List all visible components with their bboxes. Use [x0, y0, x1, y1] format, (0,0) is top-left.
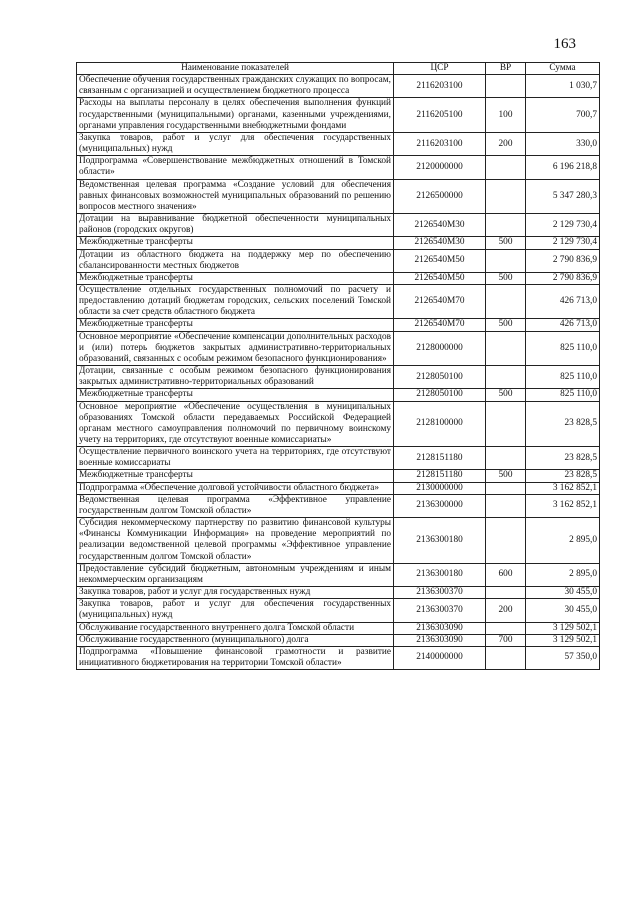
header-csr: ЦСР	[394, 63, 486, 75]
row-vr-cell: 600	[486, 563, 526, 586]
row-sum-cell: 5 347 280,3	[526, 179, 600, 213]
row-sum-cell: 2 129 730,4	[526, 237, 600, 249]
row-csr-cell: 2126540М30	[394, 237, 486, 249]
row-csr-cell: 2128151180	[394, 447, 486, 470]
row-name-cell: Основное мероприятие «Обеспечение осуществления в муниципальных образованиях Томской области передаваемых Российской Федерацией органам местного самоуправления полномочий по первичному воинскому учету на территориях, где отсутствуют военные комиссариаты»	[77, 401, 394, 447]
header-name: Наименование показателей	[77, 63, 394, 75]
header-sum: Сумма	[526, 63, 600, 75]
row-sum-cell: 426 713,0	[526, 284, 600, 318]
row-sum-cell: 3 129 502,1	[526, 634, 600, 646]
row-name-cell: Межбюджетные трансферты	[77, 319, 394, 331]
table-header	[77, 63, 600, 75]
table-row	[77, 331, 600, 365]
row-csr-cell: 2128050100	[394, 389, 486, 401]
row-sum-cell: 825 110,0	[526, 366, 600, 389]
row-vr-cell: 200	[486, 599, 526, 622]
row-sum-cell: 3 162 852,1	[526, 494, 600, 517]
table-body	[77, 75, 600, 670]
row-csr-cell: 2140000000	[394, 646, 486, 669]
row-sum-cell: 825 110,0	[526, 389, 600, 401]
row-vr-cell	[486, 214, 526, 237]
row-vr-cell	[486, 587, 526, 599]
row-sum-cell: 2 129 730,4	[526, 214, 600, 237]
row-name-cell: Обслуживание государственного внутреннего долга Томской области	[77, 622, 394, 634]
row-sum-cell: 2 895,0	[526, 518, 600, 564]
row-csr-cell: 2116203100	[394, 132, 486, 155]
row-csr-cell: 2136300180	[394, 518, 486, 564]
row-csr-cell: 2136300370	[394, 587, 486, 599]
table-row	[77, 75, 600, 98]
row-vr-cell: 500	[486, 319, 526, 331]
row-name-cell: Обеспечение обучения государственных гражданских служащих по вопросам, связанным с организацией и осуществлением бюджетного процесса	[77, 75, 394, 98]
budget-table	[76, 62, 600, 670]
row-vr-cell: 700	[486, 634, 526, 646]
row-name-cell: Дотации на выравнивание бюджетной обеспеченности муниципальных районов (городских округов)	[77, 214, 394, 237]
table-row	[77, 470, 600, 482]
table-row	[77, 272, 600, 284]
table-row	[77, 482, 600, 494]
row-name-cell: Ведомственная целевая программа «Эффективное управление государственным долгом Томской области»	[77, 494, 394, 517]
table-row	[77, 98, 600, 132]
row-csr-cell: 2136303090	[394, 622, 486, 634]
row-csr-cell: 2116203100	[394, 75, 486, 98]
row-name-cell: Подпрограмма «Повышение финансовой грамотности и развитие инициативного бюджетирования на территории Томской области»	[77, 646, 394, 669]
row-vr-cell	[486, 646, 526, 669]
table-row	[77, 599, 600, 622]
table-row	[77, 237, 600, 249]
row-vr-cell	[486, 447, 526, 470]
table-row	[77, 447, 600, 470]
header-vr: ВР	[486, 63, 526, 75]
row-csr-cell: 2136303090	[394, 634, 486, 646]
table-row	[77, 389, 600, 401]
table-row	[77, 646, 600, 669]
row-name-cell: Основное мероприятие «Обеспечение компенсации дополнительных расходов и (или) потерь бюджетов закрытых административно-территориальных образований, связанных с особым режимом безопасного функционирования»	[77, 331, 394, 365]
table-row	[77, 214, 600, 237]
row-vr-cell: 200	[486, 132, 526, 155]
row-name-cell: Закупка товаров, работ и услуг для государственных нужд	[77, 587, 394, 599]
row-sum-cell: 426 713,0	[526, 319, 600, 331]
row-name-cell: Межбюджетные трансферты	[77, 389, 394, 401]
row-sum-cell: 23 828,5	[526, 447, 600, 470]
row-sum-cell: 57 350,0	[526, 646, 600, 669]
row-name-cell: Закупка товаров, работ и услуг для обеспечения государственных (муниципальных) нужд	[77, 599, 394, 622]
row-vr-cell	[486, 179, 526, 213]
row-sum-cell: 2 790 836,9	[526, 272, 600, 284]
row-csr-cell: 2126540М50	[394, 249, 486, 272]
row-vr-cell	[486, 331, 526, 365]
row-name-cell: Межбюджетные трансферты	[77, 272, 394, 284]
table-row	[77, 179, 600, 213]
table-row	[77, 319, 600, 331]
row-vr-cell: 500	[486, 237, 526, 249]
table-row	[77, 156, 600, 179]
table-row	[77, 622, 600, 634]
table-row	[77, 401, 600, 447]
row-vr-cell: 100	[486, 98, 526, 132]
row-vr-cell	[486, 366, 526, 389]
row-vr-cell	[486, 482, 526, 494]
row-csr-cell: 2128050100	[394, 366, 486, 389]
row-vr-cell	[486, 284, 526, 318]
row-name-cell: Осуществление первичного воинского учета на территориях, где отсутствуют военные комиссариаты	[77, 447, 394, 470]
row-name-cell: Субсидия некоммерческому партнерству по развитию финансовой культуры «Финансы Коммуникации Информация» на проведение мероприятий по реализации ведомственной целевой программы «Эффективное управление государственным долгом Томской области»	[77, 518, 394, 564]
table-row	[77, 249, 600, 272]
row-csr-cell: 2116205100	[394, 98, 486, 132]
row-csr-cell: 2136300180	[394, 563, 486, 586]
row-csr-cell: 2128100000	[394, 401, 486, 447]
table-row	[77, 494, 600, 517]
row-sum-cell: 23 828,5	[526, 470, 600, 482]
row-sum-cell: 330,0	[526, 132, 600, 155]
row-name-cell: Подпрограмма «Обеспечение долговой устойчивости областного бюджета»	[77, 482, 394, 494]
row-csr-cell: 2128151180	[394, 470, 486, 482]
row-name-cell: Подпрограмма «Совершенствование межбюджетных отношений в Томской области»	[77, 156, 394, 179]
row-sum-cell: 3 162 852,1	[526, 482, 600, 494]
row-csr-cell: 2120000000	[394, 156, 486, 179]
table-row	[77, 518, 600, 564]
row-sum-cell: 3 129 502,1	[526, 622, 600, 634]
row-sum-cell: 700,7	[526, 98, 600, 132]
row-csr-cell: 2136300000	[394, 494, 486, 517]
row-name-cell: Закупка товаров, работ и услуг для обеспечения государственных (муниципальных) нужд	[77, 132, 394, 155]
row-vr-cell: 500	[486, 389, 526, 401]
row-csr-cell: 2130000000	[394, 482, 486, 494]
row-sum-cell: 2 790 836,9	[526, 249, 600, 272]
row-name-cell: Межбюджетные трансферты	[77, 470, 394, 482]
row-sum-cell: 6 196 218,8	[526, 156, 600, 179]
row-vr-cell	[486, 75, 526, 98]
row-sum-cell: 1 030,7	[526, 75, 600, 98]
table-row	[77, 132, 600, 155]
row-sum-cell: 30 455,0	[526, 587, 600, 599]
table-row	[77, 563, 600, 586]
row-vr-cell	[486, 401, 526, 447]
row-csr-cell: 2126540М70	[394, 284, 486, 318]
row-csr-cell: 2126540М70	[394, 319, 486, 331]
table-row	[77, 366, 600, 389]
row-sum-cell: 30 455,0	[526, 599, 600, 622]
row-sum-cell: 825 110,0	[526, 331, 600, 365]
row-name-cell: Предоставление субсидий бюджетным, автономным учреждениям и иным некоммерческим организациям	[77, 563, 394, 586]
row-name-cell: Ведомственная целевая программа «Создание условий для обеспечения равных финансовых возможностей муниципальных образований по решению вопросов местного значения»	[77, 179, 394, 213]
row-vr-cell	[486, 622, 526, 634]
row-vr-cell	[486, 494, 526, 517]
row-csr-cell: 2126540М30	[394, 214, 486, 237]
row-csr-cell: 2128000000	[394, 331, 486, 365]
page-number: 163	[553, 36, 576, 52]
row-csr-cell: 2126540М50	[394, 272, 486, 284]
row-vr-cell: 500	[486, 470, 526, 482]
row-name-cell: Межбюджетные трансферты	[77, 237, 394, 249]
row-csr-cell: 2126500000	[394, 179, 486, 213]
row-name-cell: Осуществление отдельных государственных полномочий по расчету и предоставлению дотаций бюджетам городских, сельских поселений Томской области за счет средств областного бюджета	[77, 284, 394, 318]
row-name-cell: Дотации, связанные с особым режимом безопасного функционирования закрытых административно-территориальных образований	[77, 366, 394, 389]
table-row	[77, 634, 600, 646]
table-row	[77, 587, 600, 599]
table-row	[77, 284, 600, 318]
row-vr-cell	[486, 518, 526, 564]
row-vr-cell: 500	[486, 272, 526, 284]
row-name-cell: Обслуживание государственного (муниципального) долга	[77, 634, 394, 646]
row-vr-cell	[486, 249, 526, 272]
row-name-cell: Расходы на выплаты персоналу в целях обеспечения выполнения функций государственными (муниципальными) органами, казенными учреждениями, органами управления государственными внебюджетными фондами	[77, 98, 394, 132]
row-vr-cell	[486, 156, 526, 179]
row-sum-cell: 23 828,5	[526, 401, 600, 447]
row-name-cell: Дотации из областного бюджета на поддержку мер по обеспечению сбалансированности местных бюджетов	[77, 249, 394, 272]
row-sum-cell: 2 895,0	[526, 563, 600, 586]
row-csr-cell: 2136300370	[394, 599, 486, 622]
